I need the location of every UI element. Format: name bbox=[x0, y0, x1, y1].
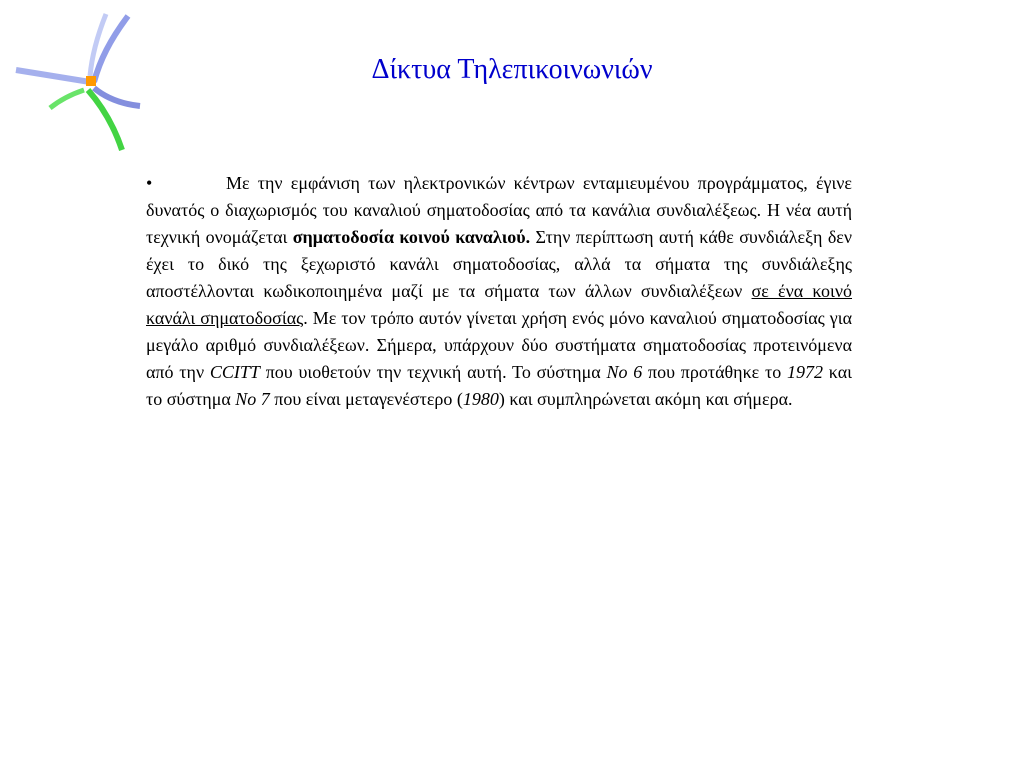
text-segment: ) και συμπληρώνεται ακόμη και σήμερα. bbox=[498, 389, 793, 409]
bullet-paragraph bbox=[146, 170, 852, 413]
bold-term: σηματοδοσία κοινού καναλιού. bbox=[292, 227, 531, 247]
page-title: Δίκτυα Τηλεπικοινωνιών bbox=[371, 54, 653, 85]
text-segment: που προτάθηκε το bbox=[642, 362, 788, 382]
italic-term: 1980 bbox=[462, 389, 499, 409]
italic-term: 1972 bbox=[787, 362, 824, 382]
italic-term: CCITT bbox=[209, 362, 260, 382]
text-segment: Στην περίπτωση αυτή κάθε συνδιάλεξη δεν έχει το δικό της ξεχωριστό κανάλι σηματοδοσίας, αλλά τα σήματα της συνδιάλεξης αποστέλλονται κωδικοποιημένα μαζί με τα σήματα των άλλων συνδιαλέξεων bbox=[146, 227, 852, 301]
italic-term: Νο 6 bbox=[606, 362, 643, 382]
text-segment: που υιοθετούν την τεχνική αυτή. Το σύστημα bbox=[259, 362, 607, 382]
bullet-marker: • bbox=[146, 173, 153, 193]
text-segment: Με την εμφάνιση των ηλεκτρονικών κέντρων ενταμιευμένου προγράμματος, έγινε δυνατός ο διαχωρισμός του καναλιού σηματοδοσίας από τα κανάλια συνδιαλέξεως. Η νέα αυτή τεχνική ονομάζεται bbox=[146, 173, 852, 247]
underlined-phrase: σε ένα κοινό κανάλι σηματοδοσίας bbox=[146, 281, 853, 328]
text-segment: και το σύστημα bbox=[146, 362, 852, 409]
text-segment: που είναι μεταγενέστερο ( bbox=[269, 389, 463, 409]
text-segment: . Με τον τρόπο αυτόν γίνεται χρήση ενός μόνο καναλιού σηματοδοσίας για μεγάλο αριθμό συνδιαλέξεων. Σήμερα, υπάρχουν δύο συστήματα σηματοδοσίας προτεινόμενα από την bbox=[146, 308, 852, 382]
italic-term: Νο 7 bbox=[235, 389, 270, 409]
